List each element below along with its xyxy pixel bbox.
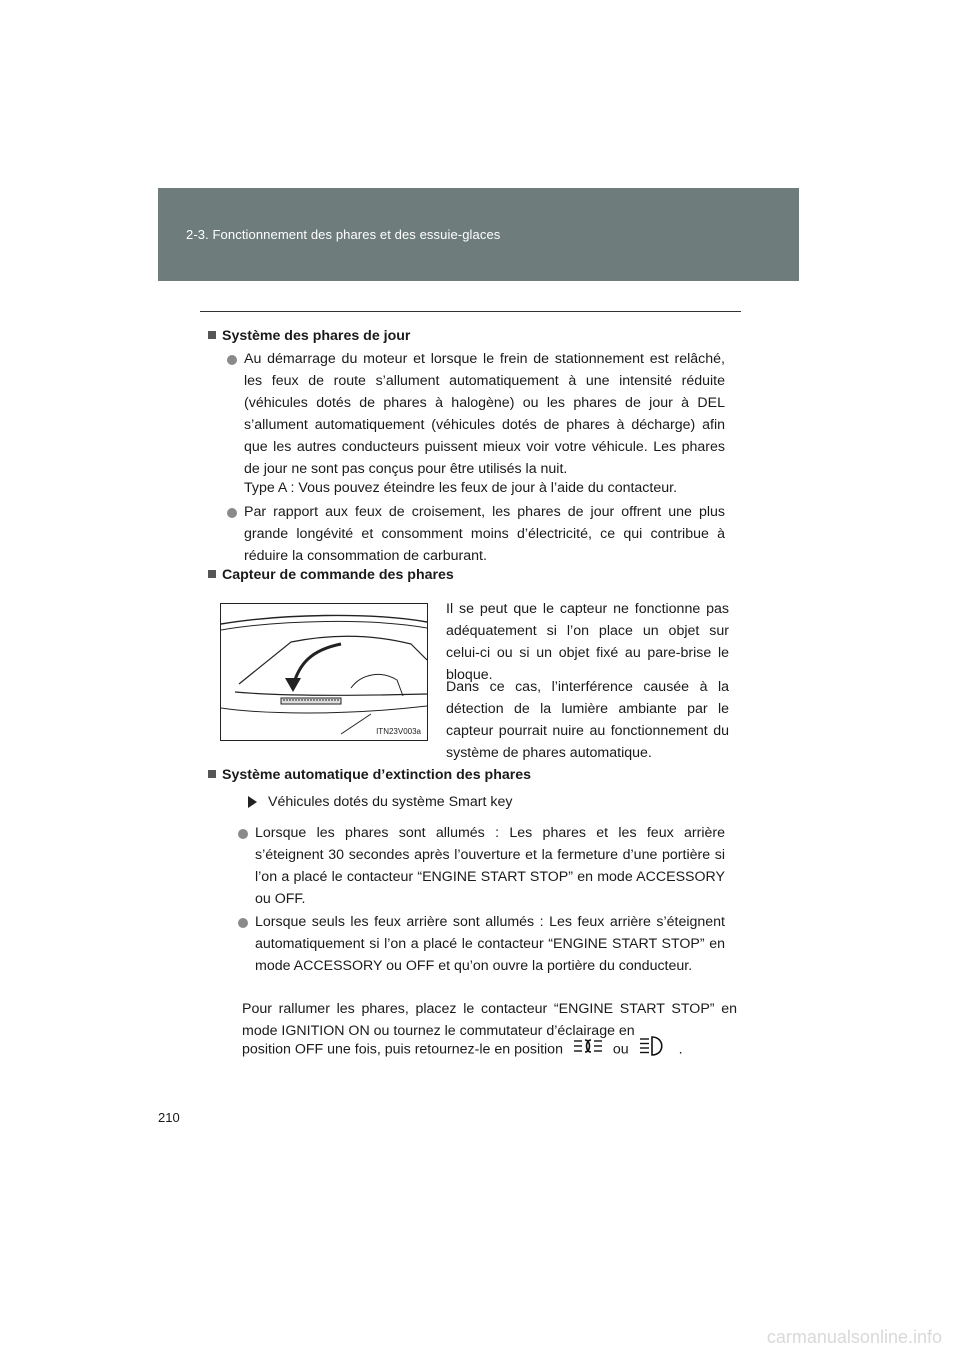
figure-code: ITN23V003a xyxy=(376,727,421,736)
bullet-icon xyxy=(238,918,248,928)
headlight-icon xyxy=(639,1035,669,1064)
section-heading-sensor xyxy=(208,567,454,583)
arrow-right-icon xyxy=(248,796,257,808)
sub-heading: Véhicules dotés du système Smart key xyxy=(268,794,513,810)
section-title: Système automatique d’extinction des phares xyxy=(222,767,532,783)
section-heading-auto-off xyxy=(208,767,531,783)
paragraph: Au démarrage du moteur et lorsque le frein de stationnement est relâché, les feux de route s’allument automatiquement à une intensité réduite (véhicules dotés de phares à halogène) ou les phares de jour à DEL s’allument automatiquement (véhicules dotés de phares à décharge) afin que les autres conducteurs puissent mieux voir votre véhicule. Les phares de jour ne sont pas conçus pour être utilisés la nuit. xyxy=(244,351,725,478)
windshield-drawing xyxy=(221,604,427,740)
section-square-icon xyxy=(208,570,216,578)
section-title: Système des phares de jour xyxy=(222,328,411,344)
paragraph: Lorsque seuls les feux arrière sont allumés : Les feux arrière s’éteignent automatiquement si l’on a placé le contacteur “ENGINE START STOP” en mode ACCESSORY ou OFF et qu’on ouvre la portière du conducteur. xyxy=(255,914,725,975)
section-square-icon xyxy=(208,331,216,339)
section-divider xyxy=(200,311,741,312)
paragraph: Pour rallumer les phares, placez le contacteur “ENGINE START STOP” en mode IGNITION ON ou tournez le commutateur d’éclairage en xyxy=(242,1001,737,1040)
bullet-icon xyxy=(238,829,248,839)
paragraph: Il se peut que le capteur ne fonctionne pas adéquatement si l’on place un objet sur celui-ci ou si un objet fixé au pare-brise le bloque. xyxy=(446,601,729,684)
windshield-sensor-illustration xyxy=(220,603,428,741)
or-text: ou xyxy=(612,1041,629,1058)
section-heading-daytime-lights xyxy=(208,328,410,344)
parking-lights-icon xyxy=(573,1036,603,1063)
section-title: Capteur de commande des phares xyxy=(222,567,454,583)
chapter-header xyxy=(158,188,799,281)
bullet-icon xyxy=(227,355,237,365)
bullet-icon xyxy=(227,508,237,518)
section-square-icon xyxy=(208,770,216,778)
watermark: carmanualsonline.info xyxy=(766,1327,942,1347)
closing-line xyxy=(242,1035,737,1064)
paragraph: Par rapport aux feux de croisement, les phares de jour offrent une plus grande longévité et consomment moins d’électricité, ce qui contribue à réduire la consommation de carburant. xyxy=(244,504,725,565)
paragraph: Dans ce cas, l’interférence causée à la détection de la lumière ambiante par le capteur pourrait nuire au fonctionnement du système de phares automatique. xyxy=(446,679,729,762)
paragraph: Lorsque les phares sont allumés : Les phares et les feux arrière s’éteignent 30 secondes après l’ouverture et la fermeture d’une portière si l’on a placé le contacteur “ENGINE START STOP” en mode ACCESSORY ou OFF. xyxy=(255,825,725,908)
page-number: 210 xyxy=(158,1110,180,1125)
period-text: . xyxy=(678,1041,683,1058)
note-text: Type A : Vous pouvez éteindre les feux de jour à l’aide du contacteur. xyxy=(244,480,678,496)
chapter-title: 2-3. Fonctionnement des phares et des essuie-glaces xyxy=(186,227,501,242)
closing-text: position OFF une fois, puis retournez-le en position xyxy=(242,1041,563,1058)
